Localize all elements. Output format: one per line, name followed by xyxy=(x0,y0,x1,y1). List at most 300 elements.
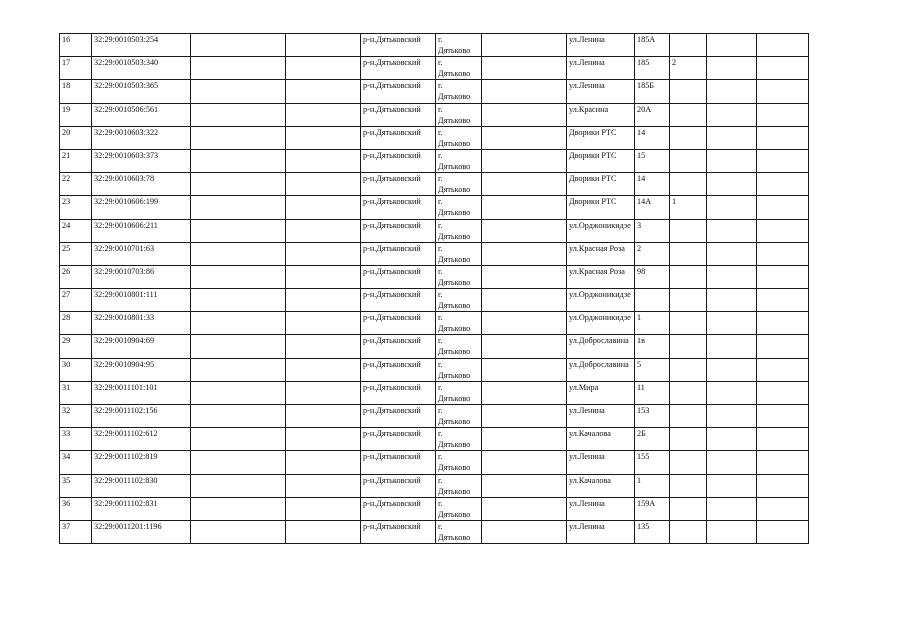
empty-cell xyxy=(757,196,809,219)
empty-cell xyxy=(757,289,809,312)
empty-cell xyxy=(191,80,286,103)
empty-cell xyxy=(757,381,809,404)
building-number xyxy=(670,219,707,242)
row-number: 36 xyxy=(60,497,92,520)
house-number: 1в xyxy=(635,335,670,358)
empty-cell xyxy=(191,312,286,335)
empty-cell xyxy=(757,428,809,451)
row-number: 25 xyxy=(60,242,92,265)
empty-cell xyxy=(707,219,757,242)
empty-cell xyxy=(286,173,361,196)
house-number: 155 xyxy=(635,451,670,474)
empty-cell xyxy=(286,196,361,219)
city-name: Дятьково xyxy=(438,69,471,79)
empty-cell xyxy=(707,57,757,80)
district: р-н.Дятьковский xyxy=(361,265,436,288)
empty-cell xyxy=(707,428,757,451)
row-number: 27 xyxy=(60,289,92,312)
building-number xyxy=(670,497,707,520)
cadastral-number: 32:29:0011101:101 xyxy=(92,381,191,404)
empty-cell xyxy=(286,126,361,149)
city-name: Дятьково xyxy=(438,417,471,426)
city-name: Дятьково xyxy=(438,347,471,357)
empty-cell xyxy=(191,149,286,172)
row-number: 17 xyxy=(60,57,92,80)
empty-cell xyxy=(286,358,361,381)
empty-cell xyxy=(482,103,567,126)
district: р-н.Дятьковский xyxy=(361,451,436,474)
table-row xyxy=(60,381,809,404)
empty-cell xyxy=(482,80,567,103)
street: ул.Красина xyxy=(567,103,635,126)
empty-cell xyxy=(286,34,361,57)
table-row xyxy=(60,149,809,172)
table-row xyxy=(60,405,809,428)
cadastral-number: 32:29:0010701:63 xyxy=(92,242,191,265)
empty-cell xyxy=(707,312,757,335)
city-name: Дятьково xyxy=(438,115,471,125)
empty-cell xyxy=(191,265,286,288)
street: Дворики РТС xyxy=(567,149,635,172)
row-number: 26 xyxy=(60,265,92,288)
district: р-н.Дятьковский xyxy=(361,242,436,265)
row-number: 30 xyxy=(60,358,92,381)
table-row xyxy=(60,80,809,103)
district: р-н.Дятьковский xyxy=(361,57,436,80)
building-number xyxy=(670,474,707,497)
district: р-н.Дятьковский xyxy=(361,196,436,219)
house-number: 153 xyxy=(635,405,670,428)
empty-cell xyxy=(707,451,757,474)
cadastral-number: 32:29:0011102:612 xyxy=(92,428,191,451)
city-prefix: г. xyxy=(438,359,443,369)
building-number xyxy=(670,405,707,428)
city-name: Дятьково xyxy=(438,161,471,171)
city-prefix: г. xyxy=(438,498,443,508)
empty-cell xyxy=(757,265,809,288)
empty-cell xyxy=(482,428,567,451)
district: р-н.Дятьковский xyxy=(361,405,436,428)
row-number: 23 xyxy=(60,196,92,219)
city-prefix: г. xyxy=(438,429,443,439)
table-row xyxy=(60,126,809,149)
building-number xyxy=(670,358,707,381)
district: р-н.Дятьковский xyxy=(361,474,436,497)
city xyxy=(436,126,482,149)
city-prefix: г. xyxy=(438,290,443,300)
street: ул.Ленина xyxy=(567,405,635,428)
row-number: 20 xyxy=(60,126,92,149)
city xyxy=(436,312,482,335)
cadastral-number: 32:29:0011102:156 xyxy=(92,405,191,428)
empty-cell xyxy=(757,405,809,428)
street: ул.Ленина xyxy=(567,497,635,520)
cadastral-number: 32:29:0010603:373 xyxy=(92,149,191,172)
row-number: 32 xyxy=(60,405,92,428)
empty-cell xyxy=(482,474,567,497)
building-number xyxy=(670,265,707,288)
empty-cell xyxy=(286,381,361,404)
city xyxy=(436,173,482,196)
table-row xyxy=(60,428,809,451)
empty-cell xyxy=(191,289,286,312)
empty-cell xyxy=(482,173,567,196)
city-name: Дятьково xyxy=(438,509,471,519)
city-name: Дятьково xyxy=(438,532,471,542)
building-number xyxy=(670,381,707,404)
street: ул.Ленина xyxy=(567,34,635,57)
empty-cell xyxy=(707,173,757,196)
empty-cell xyxy=(707,289,757,312)
empty-cell xyxy=(482,219,567,242)
empty-cell xyxy=(286,405,361,428)
city-prefix: г. xyxy=(438,521,443,531)
house-number: 185Б xyxy=(635,80,670,103)
street: ул.Ленина xyxy=(567,520,635,543)
city-name: Дятьково xyxy=(438,138,471,148)
district: р-н.Дятьковский xyxy=(361,173,436,196)
table-row xyxy=(60,335,809,358)
empty-cell xyxy=(757,34,809,57)
row-number: 22 xyxy=(60,173,92,196)
empty-cell xyxy=(191,451,286,474)
cadastral-number: 32:29:0010703:86 xyxy=(92,265,191,288)
street: Дворики РТС xyxy=(567,196,635,219)
cadastral-number: 32:29:0011201:1196 xyxy=(92,520,191,543)
empty-cell xyxy=(482,451,567,474)
empty-cell xyxy=(286,474,361,497)
empty-cell xyxy=(707,103,757,126)
empty-cell xyxy=(757,173,809,196)
district: р-н.Дятьковский xyxy=(361,428,436,451)
cadastral-number: 32:29:0010904:69 xyxy=(92,335,191,358)
empty-cell xyxy=(191,126,286,149)
district: р-н.Дятьковский xyxy=(361,80,436,103)
house-number: 5 xyxy=(635,358,670,381)
empty-cell xyxy=(757,520,809,543)
house-number: 2 xyxy=(635,242,670,265)
house-number: 1 xyxy=(635,312,670,335)
empty-cell xyxy=(707,381,757,404)
row-number: 29 xyxy=(60,335,92,358)
table-row xyxy=(60,196,809,219)
city-prefix: г. xyxy=(438,197,443,207)
cadastral-number: 32:29:0010503:340 xyxy=(92,57,191,80)
city-prefix: г. xyxy=(438,406,443,415)
street: ул.Орджоникидзе xyxy=(567,312,635,335)
cadastral-number: 32:29:0010603:322 xyxy=(92,126,191,149)
table-row xyxy=(60,265,809,288)
cadastral-number: 32:29:0011102:830 xyxy=(92,474,191,497)
city xyxy=(436,289,482,312)
street: ул.Качалова xyxy=(567,474,635,497)
house-number: 3 xyxy=(635,219,670,242)
empty-cell xyxy=(191,196,286,219)
row-number: 21 xyxy=(60,149,92,172)
city xyxy=(436,520,482,543)
empty-cell xyxy=(191,474,286,497)
empty-cell xyxy=(191,381,286,404)
empty-cell xyxy=(707,497,757,520)
empty-cell xyxy=(482,265,567,288)
empty-cell xyxy=(286,335,361,358)
cadastral-number: 32:29:0011102:819 xyxy=(92,451,191,474)
house-number: 14А xyxy=(635,196,670,219)
city xyxy=(436,451,482,474)
city-prefix: г. xyxy=(438,243,443,253)
city-prefix: г. xyxy=(438,35,443,44)
city xyxy=(436,358,482,381)
empty-cell xyxy=(707,242,757,265)
empty-cell xyxy=(707,34,757,57)
district: р-н.Дятьковский xyxy=(361,126,436,149)
cadastral-number: 32:29:0010603:78 xyxy=(92,173,191,196)
empty-cell xyxy=(707,196,757,219)
city xyxy=(436,57,482,80)
house-number: 185А xyxy=(635,34,670,57)
district: р-н.Дятьковский xyxy=(361,520,436,543)
empty-cell xyxy=(757,149,809,172)
table-row xyxy=(60,312,809,335)
empty-cell xyxy=(482,405,567,428)
house-number: 2Б xyxy=(635,428,670,451)
row-number: 24 xyxy=(60,219,92,242)
city-prefix: г. xyxy=(438,127,443,137)
empty-cell xyxy=(482,381,567,404)
empty-cell xyxy=(757,242,809,265)
empty-cell xyxy=(757,451,809,474)
row-number: 16 xyxy=(60,34,92,57)
city-name: Дятьково xyxy=(438,277,471,287)
row-number: 33 xyxy=(60,428,92,451)
empty-cell xyxy=(286,428,361,451)
empty-cell xyxy=(482,312,567,335)
district: р-н.Дятьковский xyxy=(361,335,436,358)
empty-cell xyxy=(707,474,757,497)
table-row xyxy=(60,520,809,543)
house-number: 14 xyxy=(635,126,670,149)
empty-cell xyxy=(707,80,757,103)
building-number xyxy=(670,34,707,57)
empty-cell xyxy=(286,312,361,335)
empty-cell xyxy=(191,520,286,543)
empty-cell xyxy=(757,358,809,381)
empty-cell xyxy=(482,126,567,149)
table-row xyxy=(60,497,809,520)
district: р-н.Дятьковский xyxy=(361,149,436,172)
street: ул.Ленина xyxy=(567,451,635,474)
empty-cell xyxy=(191,242,286,265)
row-number: 28 xyxy=(60,312,92,335)
cadastral-number: 32:29:0010503:365 xyxy=(92,80,191,103)
building-number xyxy=(670,520,707,543)
city-name: Дятьково xyxy=(438,463,471,473)
city-name: Дятьково xyxy=(438,486,471,496)
house-number: 11 xyxy=(635,381,670,404)
city-prefix: г. xyxy=(438,452,443,462)
building-number xyxy=(670,149,707,172)
district: р-н.Дятьковский xyxy=(361,103,436,126)
city-prefix: г. xyxy=(438,266,443,276)
empty-cell xyxy=(286,289,361,312)
city xyxy=(436,149,482,172)
building-number xyxy=(670,80,707,103)
building-number xyxy=(670,242,707,265)
house-number: 185 xyxy=(635,57,670,80)
city xyxy=(436,219,482,242)
house-number: 15 xyxy=(635,149,670,172)
city-name: Дятьково xyxy=(438,370,471,380)
city xyxy=(436,405,482,428)
cadastral-number: 32:29:0010606:211 xyxy=(92,219,191,242)
house-number: 98 xyxy=(635,265,670,288)
city-name: Дятьково xyxy=(438,46,471,55)
building-number xyxy=(670,428,707,451)
empty-cell xyxy=(286,520,361,543)
city-prefix: г. xyxy=(438,475,443,485)
cadastral-number: 32:29:0010506:561 xyxy=(92,103,191,126)
city xyxy=(436,428,482,451)
building-number xyxy=(670,126,707,149)
city-name: Дятьково xyxy=(438,301,471,311)
street: ул.Доброславина xyxy=(567,358,635,381)
row-number: 37 xyxy=(60,520,92,543)
empty-cell xyxy=(482,289,567,312)
empty-cell xyxy=(707,335,757,358)
empty-cell xyxy=(482,358,567,381)
house-number: 1 xyxy=(635,474,670,497)
table-body xyxy=(60,34,809,544)
empty-cell xyxy=(286,57,361,80)
address-table xyxy=(59,33,809,544)
building-number xyxy=(670,289,707,312)
row-number: 18 xyxy=(60,80,92,103)
empty-cell xyxy=(757,497,809,520)
city-name: Дятьково xyxy=(438,254,471,264)
house-number: 14 xyxy=(635,173,670,196)
district: р-н.Дятьковский xyxy=(361,381,436,404)
city xyxy=(436,474,482,497)
district: р-н.Дятьковский xyxy=(361,497,436,520)
empty-cell xyxy=(286,242,361,265)
city-prefix: г. xyxy=(438,150,443,160)
district: р-н.Дятьковский xyxy=(361,358,436,381)
street: ул.Доброславина xyxy=(567,335,635,358)
table-row xyxy=(60,219,809,242)
city-prefix: г. xyxy=(438,58,443,68)
city-prefix: г. xyxy=(438,104,443,114)
cadastral-number: 32:29:0010606:199 xyxy=(92,196,191,219)
empty-cell xyxy=(707,126,757,149)
empty-cell xyxy=(286,497,361,520)
empty-cell xyxy=(707,265,757,288)
empty-cell xyxy=(286,451,361,474)
row-number: 31 xyxy=(60,381,92,404)
cadastral-number: 32:29:0011102:831 xyxy=(92,497,191,520)
street: ул.Орджоникидзе xyxy=(567,219,635,242)
empty-cell xyxy=(757,103,809,126)
city-prefix: г. xyxy=(438,174,443,184)
street: ул.Ленина xyxy=(567,80,635,103)
street: ул.Мира xyxy=(567,381,635,404)
city-name: Дятьково xyxy=(438,92,471,102)
empty-cell xyxy=(286,265,361,288)
empty-cell xyxy=(482,335,567,358)
table-row xyxy=(60,358,809,381)
row-number: 34 xyxy=(60,451,92,474)
table-row xyxy=(60,451,809,474)
empty-cell xyxy=(286,149,361,172)
building-number xyxy=(670,312,707,335)
table-row xyxy=(60,34,809,57)
empty-cell xyxy=(707,405,757,428)
city-name: Дятьково xyxy=(438,393,471,403)
building-number xyxy=(670,335,707,358)
street: ул.Орджоникидзе xyxy=(567,289,635,312)
empty-cell xyxy=(482,34,567,57)
table-row xyxy=(60,289,809,312)
empty-cell xyxy=(286,80,361,103)
building-number xyxy=(670,103,707,126)
empty-cell xyxy=(191,173,286,196)
city-prefix: г. xyxy=(438,81,443,91)
building-number: 1 xyxy=(670,196,707,219)
empty-cell xyxy=(757,335,809,358)
city xyxy=(436,242,482,265)
city xyxy=(436,381,482,404)
table-row xyxy=(60,103,809,126)
city xyxy=(436,196,482,219)
street: ул.Ленина xyxy=(567,57,635,80)
cadastral-number: 32:29:0010801:111 xyxy=(92,289,191,312)
table-row xyxy=(60,57,809,80)
empty-cell xyxy=(191,335,286,358)
empty-cell xyxy=(707,358,757,381)
cadastral-number: 32:29:0010801:33 xyxy=(92,312,191,335)
city-prefix: г. xyxy=(438,336,443,346)
city-name: Дятьково xyxy=(438,440,471,450)
empty-cell xyxy=(757,474,809,497)
city-name: Дятьково xyxy=(438,185,471,195)
district: р-н.Дятьковский xyxy=(361,219,436,242)
table-row xyxy=(60,242,809,265)
city-prefix: г. xyxy=(438,313,443,323)
empty-cell xyxy=(707,149,757,172)
street: ул.Качалова xyxy=(567,428,635,451)
empty-cell xyxy=(482,242,567,265)
district: р-н.Дятьковский xyxy=(361,289,436,312)
city-prefix: г. xyxy=(438,220,443,230)
city xyxy=(436,80,482,103)
cadastral-number: 32:29:0010503:254 xyxy=(92,34,191,57)
empty-cell xyxy=(482,497,567,520)
empty-cell xyxy=(191,219,286,242)
city xyxy=(436,497,482,520)
street: Дворики РТС xyxy=(567,173,635,196)
city xyxy=(436,103,482,126)
street: ул.Красная Роза xyxy=(567,242,635,265)
street: ул.Красная Роза xyxy=(567,265,635,288)
district: р-н.Дятьковский xyxy=(361,312,436,335)
building-number xyxy=(670,451,707,474)
empty-cell xyxy=(482,520,567,543)
row-number: 35 xyxy=(60,474,92,497)
city xyxy=(436,335,482,358)
empty-cell xyxy=(482,149,567,172)
empty-cell xyxy=(482,57,567,80)
street: Дворики РТС xyxy=(567,126,635,149)
city xyxy=(436,34,482,57)
